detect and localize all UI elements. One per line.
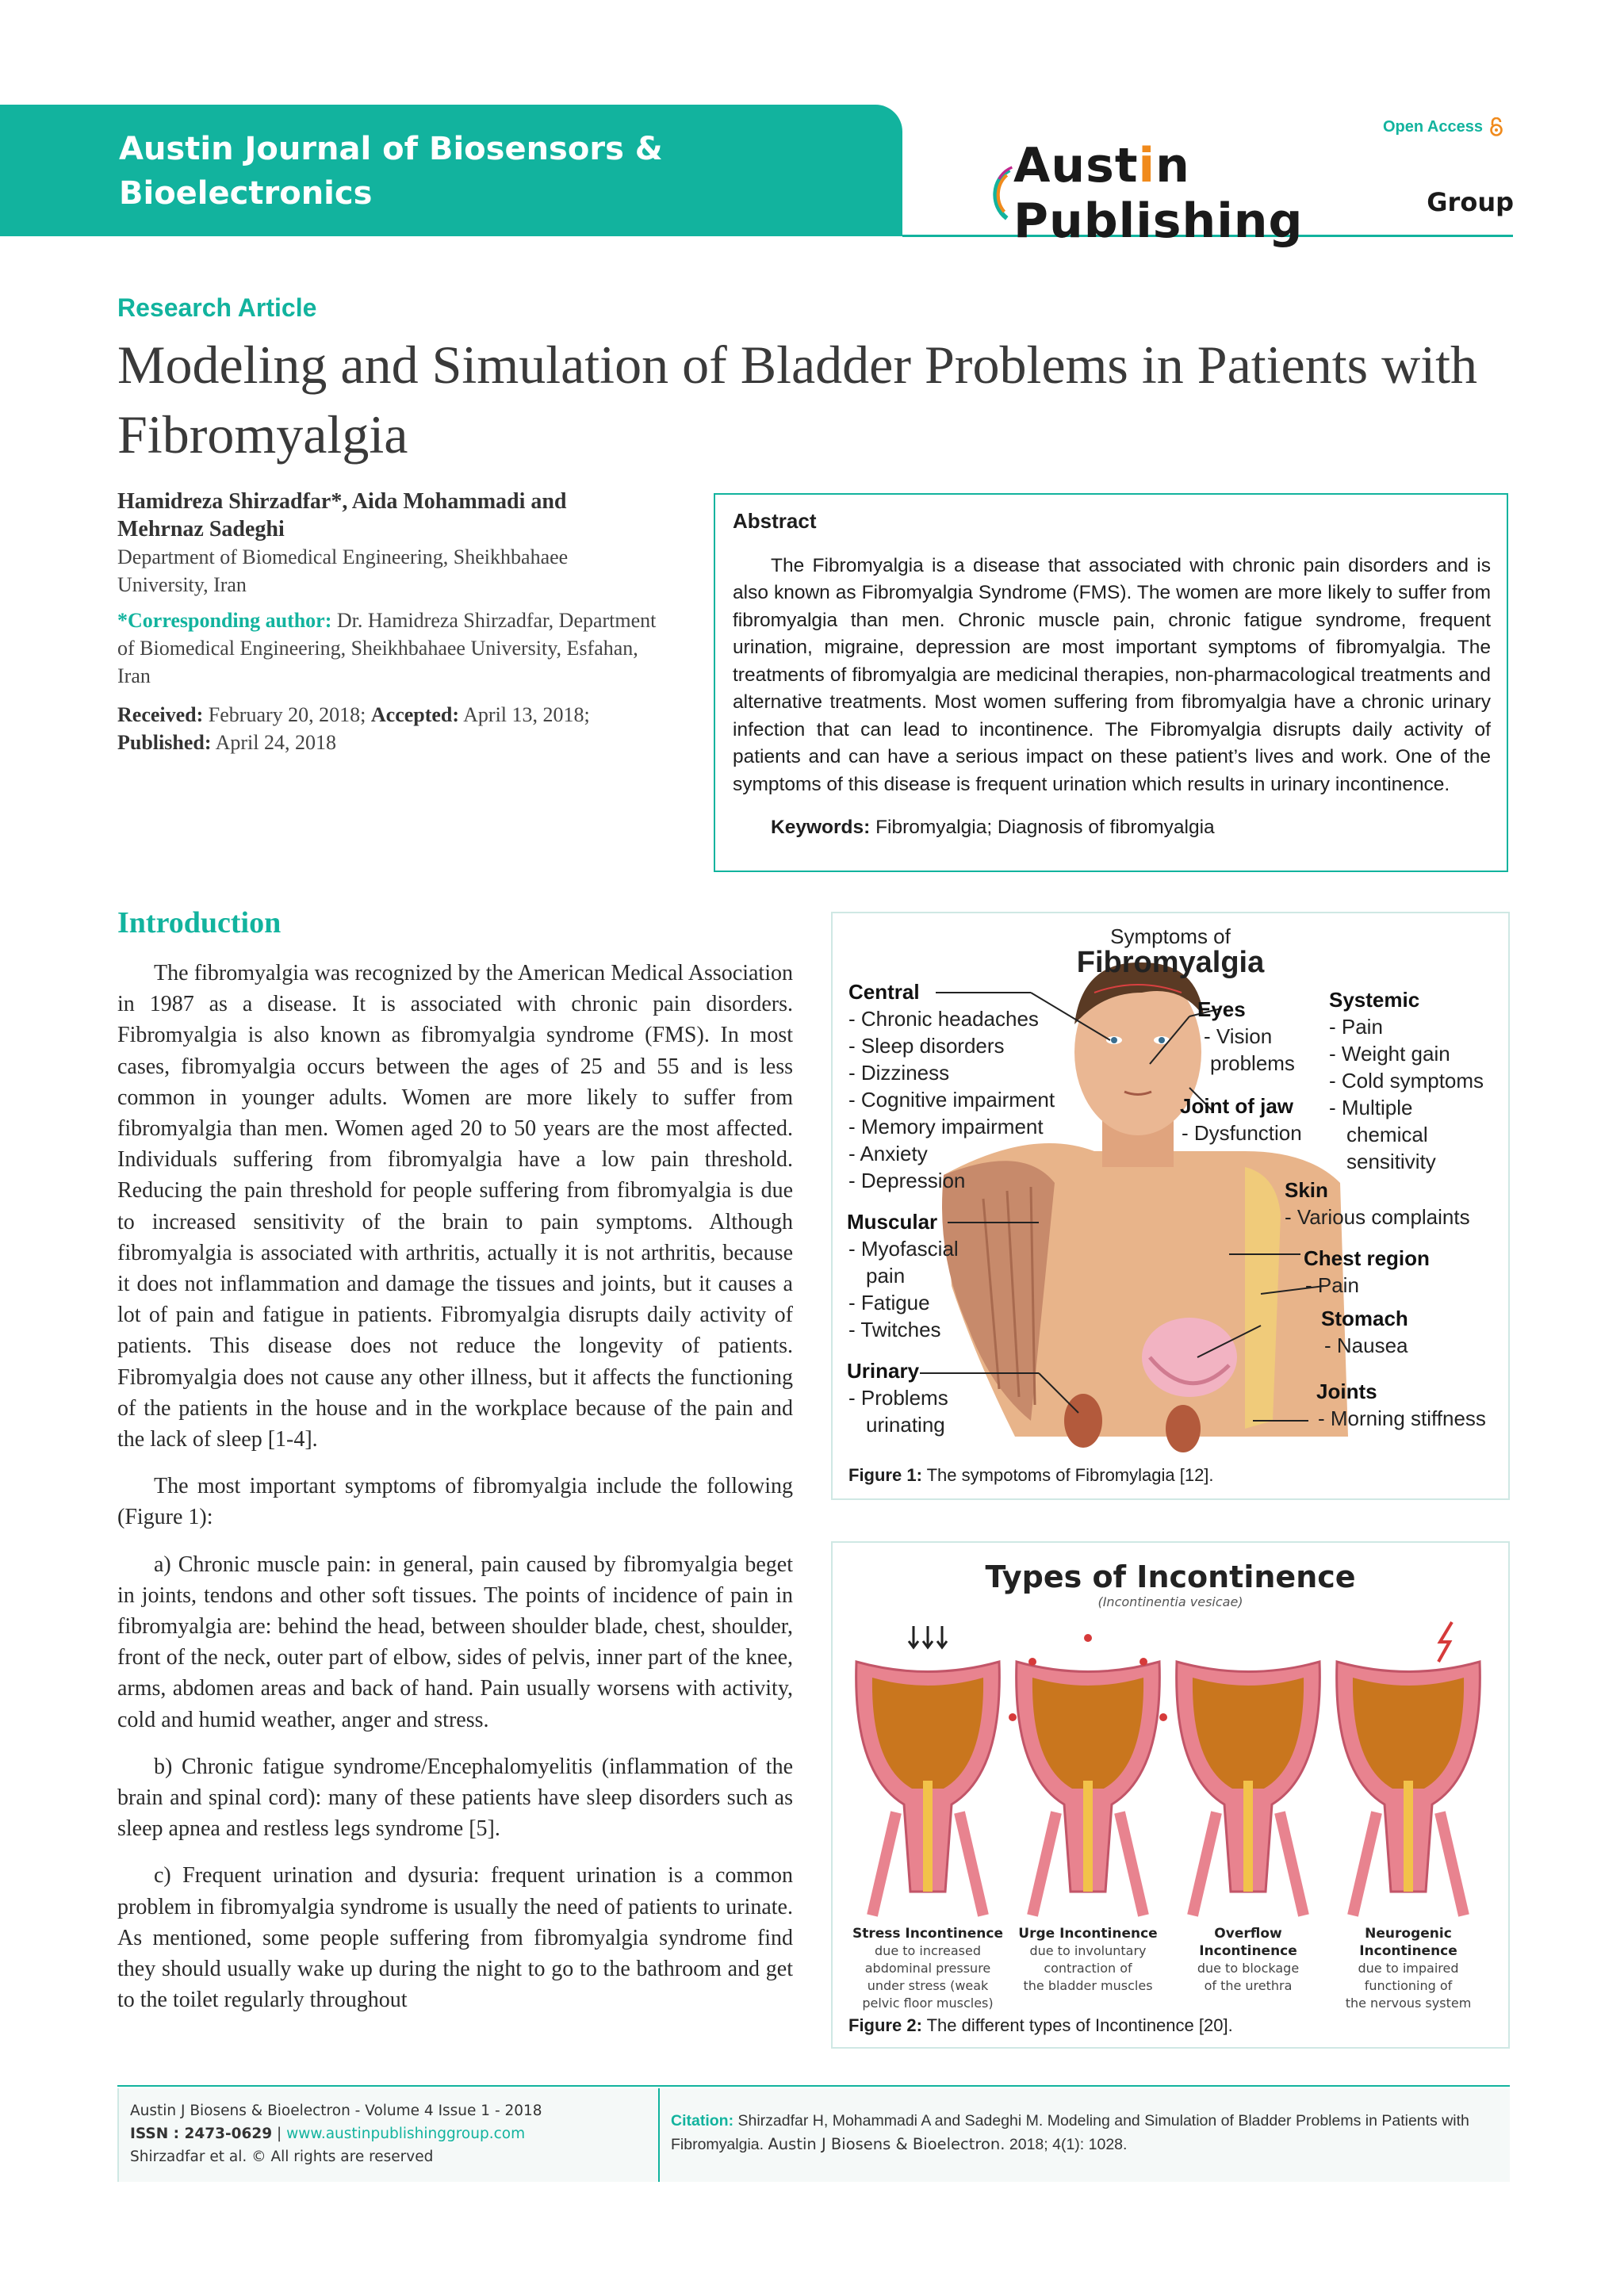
joints-heading: Joints [1316,1380,1377,1403]
urinary-heading: Urinary [847,1359,920,1383]
systemic-heading: Systemic [1329,988,1420,1012]
figure1-caption: Figure 1: The sympotoms of Fibromylagia [12]. [848,1465,1214,1485]
chest-heading: Chest region [1304,1246,1430,1270]
central-item: - Dizziness [848,1061,950,1085]
abstract-box [714,493,1508,872]
footer-rule [117,2085,1510,2087]
open-access-badge[interactable]: Open Access [1364,117,1503,136]
joints-item: - Morning stiffness [1318,1406,1486,1430]
type-labels [852,1926,1471,2011]
bladder-drawings [856,1622,1480,1915]
figure2-caption: Figure 2: The different types of Incontinence [20]. [848,2015,1233,2035]
incontinence-type-desc: due to increased [875,1943,981,1958]
central-item: - Depression [848,1169,966,1192]
stomach-heading: Stomach [1321,1307,1408,1330]
figure2-title: Types of Incontinence [985,1559,1356,1594]
incontinence-type-name: Overflow [1214,1926,1282,1942]
incontinence-type-desc: abdominal pressure [864,1961,991,1976]
systemic-item: - Pain [1329,1015,1383,1039]
central-item: - Memory impairment [848,1115,1044,1138]
incontinence-type-desc: the nervous system [1345,1996,1472,2011]
authors-block [117,488,657,764]
muscular-item: pain [866,1264,906,1288]
paragraph: The fibromyalgia was recognized by the American Medical Association in 1987 as a disease. It is associated with chronic pain disorders. Fibromyalgia is also known as fibromyalgia syndrome (FMS). In most cases, fibromyalgia occurs between the ages of 25 and 55 and is less common in younger adults. Women are more likely to suffer from fibromyalgia than men. Women aged 20 to 50 years are the most affected. Individuals suffering from fibromyalgia have a low pain threshold. Reducing the pain threshold for people suffering from fibromyalgia is due to increased sensitivity of the brain to pain symptoms. Although fibromyalgia is associated with arthritis, actually it is not arthritis, because it does not inflammation and damage the tissues and joints, but it causes a lot of pain and fatigue in patients. Fibromyalgia disrupts daily activity of patients. This disease does not reduce the longevity of patients. Fibromyalgia does not cause any other illness, but it affects the functioning of the patients in the house and in the workplace because of the pain and the lack of sleep [1-4]. [117,961,793,1452]
article-title: Modeling and Simulation of Bladder Problems in Patients with Fibromyalgia [117,335,1477,465]
systemic-item: sensitivity [1346,1150,1436,1173]
incontinence-type-desc: due to impaired [1358,1961,1459,1976]
systemic-item: - Multiple [1329,1096,1413,1119]
incontinence-type-desc: due to blockage [1197,1961,1300,1976]
incontinence-type-name: Incontinence [1359,1943,1457,1959]
figure-1 [831,912,1510,1500]
incontinence-type-desc: contraction of [1044,1961,1132,1976]
bladder-diagram [856,1626,1000,1915]
paragraph: The most important symptoms of fibromyalgia include the following (Figure 1): [117,1474,793,1530]
affiliation: Department of Biomedical Engineering, Sheikhbahaee University, Iran [117,545,569,596]
paragraph: b) Chronic fatigue syndrome/Encephalomyelitis (inflammation of the brain and spinal cord): many of these patients have sleep disorders such as sleep apnea and restless legs syndrome [5]. [117,1754,793,1842]
incontinence-type-name: Urge Incontinence [1018,1926,1158,1942]
journal-title: Austin Journal of Biosensors & Bioelectronics [119,131,663,212]
austin-swoosh-icon [987,160,1013,227]
abstract-heading: Abstract [733,509,817,533]
muscular-heading: Muscular [847,1210,938,1234]
incontinence-type-desc: functioning of [1364,1978,1453,1993]
central-heading: Central [848,980,920,1004]
systemic-item: chemical [1346,1123,1428,1146]
bladder-diagram [1177,1662,1320,1915]
website-link[interactable]: www.austinpublishinggroup.com [286,2126,526,2142]
chest-item: - Pain [1305,1273,1359,1297]
incontinence-type-name: Neurogenic [1365,1926,1452,1942]
open-lock-icon [1489,117,1503,136]
muscular-item: - Fatigue [848,1291,930,1314]
systemic-item: - Cold symptoms [1329,1069,1484,1093]
figure-2 [831,1541,1510,2049]
eyes-item: - Vision [1204,1024,1273,1048]
central-item: - Anxiety [848,1142,928,1165]
jaw-item: - Dysfunction [1182,1121,1302,1145]
incontinence-type-desc: due to involuntary [1029,1943,1147,1958]
incontinence-type-desc: under stress (weak [867,1978,989,1993]
footer-citation: Citation: Shirzadfar H, Mohammadi A and Sadeghi M. Modeling and Simulation of Bladder Problems in Patients with Fibromyalgia. Austin J Biosens & Bioelectron. 2018; 4(1): 1028. [671,2112,1469,2153]
author-list: Hamidreza Shirzadfar*, Aida Mohammadi and Mehrnaz Sadeghi [117,489,567,541]
systemic-item: - Weight gain [1329,1042,1450,1066]
publisher-logo[interactable] [987,138,1514,249]
muscular-item: - Myofascial [848,1237,959,1261]
fibromyalgia-illustration [833,913,1508,1468]
figure1-title-small: Symptoms of [1110,924,1231,948]
introduction-body [117,958,793,2032]
skin-heading: Skin [1285,1178,1328,1202]
figure2-subtitle: (Incontinentia vesicae) [1097,1594,1243,1609]
urinary-item: urinating [866,1413,945,1437]
central-item: - Sleep disorders [848,1034,1005,1058]
jaw-heading: Joint of jaw [1180,1094,1293,1118]
article-type: Research Article [117,293,317,322]
eyes-item: problems [1210,1051,1295,1075]
keywords: Keywords: Fibromyalgia; Diagnosis of fibromyalgia [771,817,1215,838]
incontinence-type-desc: of the urethra [1204,1978,1293,1993]
muscular-item: - Twitches [848,1318,941,1341]
stomach-item: - Nausea [1324,1334,1408,1357]
central-item: - Cognitive impairment [848,1088,1055,1112]
incontinence-type-desc: the bladder muscles [1023,1978,1153,1993]
eyes-heading: Eyes [1197,997,1246,1021]
paragraph: c) Frequent urination and dysuria: frequent urination is a common problem in fibromyalgia syndrome is usually the need of patients to urinate. As mentioned, some people suffering from fibromyalgia syndrome find they should usually wake up during the night to go to the bathroom and get to the toilet regularly throughout [117,1863,793,2013]
central-item: - Chronic headaches [848,1007,1039,1031]
footer-journal-info: Austin J Biosens & Bioelectron - Volume 4 Issue 1 - 2018 ISSN : 2473-0629 | www.austinpublishinggroup.com Shirzadfar et al. © All rights are reserved [130,2103,542,2165]
paragraph: a) Chronic muscle pain: in general, pain caused by fibromyalgia beget in joints, tendons and other soft tissues. The points of incidence of pain in fibromyalgia are: behind the head, between shoulder blade, chest, shoulder, front of the neck, outer part of elbow, sides of pelvis, inner part of the knee, arms, abdomen areas and back of hand. Pain usually worsens with activity, cold and humid weather, anger and stress. [117,1552,793,1732]
publication-dates: Received: February 20, 2018; Accepted: April 13, 2018; Published: April 24, 2018 [117,703,590,754]
bladder-diagram [1009,1634,1167,1915]
abstract-body: The Fibromyalgia is a disease that associated with chronic pain disorders and is also known as Fibromyalgia Syndrome (FMS). The women are more likely to suffer from fibromyalgia than men. Chronic muscle pain, chronic fatigue syndrome, frequent urination, migraine, depression are most important symptoms of fibromyalgia. The treatments of fibromyalgia are medicinal therapies, non-pharmacological treatments and alternative treatments. Most women suffering from fibromyalgia have a chronic urinary infection that can lead to incontinence. The Fibromyalgia disrupts daily activity of patients and can have a serious impact on these patient’s lives and work. One of the symptoms of this disease is frequent urination which results in urinary incontinence. [733,554,1491,795]
publisher-group: Group [1427,187,1514,217]
incontinence-type-name: Stress Incontinence [852,1926,1004,1942]
incontinence-type-desc: pelvic floor muscles) [862,1996,994,2011]
publisher-brand: Austin Publishing [1013,138,1304,249]
incontinence-illustration [833,1543,1508,2019]
bladder-diagram [1337,1622,1480,1915]
incontinence-type-name: Incontinence [1199,1943,1297,1959]
skin-item: - Various complaints [1285,1205,1470,1229]
urinary-item: - Problems [848,1386,948,1410]
figure1-title-big: Fibromyalgia [1076,946,1265,979]
corresponding-author: *Corresponding author: Dr. Hamidreza Shirzadfar, Department of Biomedical Engineering, Sheikhbahaee University, Esfahan, Iran [117,609,657,687]
introduction-heading: Introduction [117,906,282,939]
